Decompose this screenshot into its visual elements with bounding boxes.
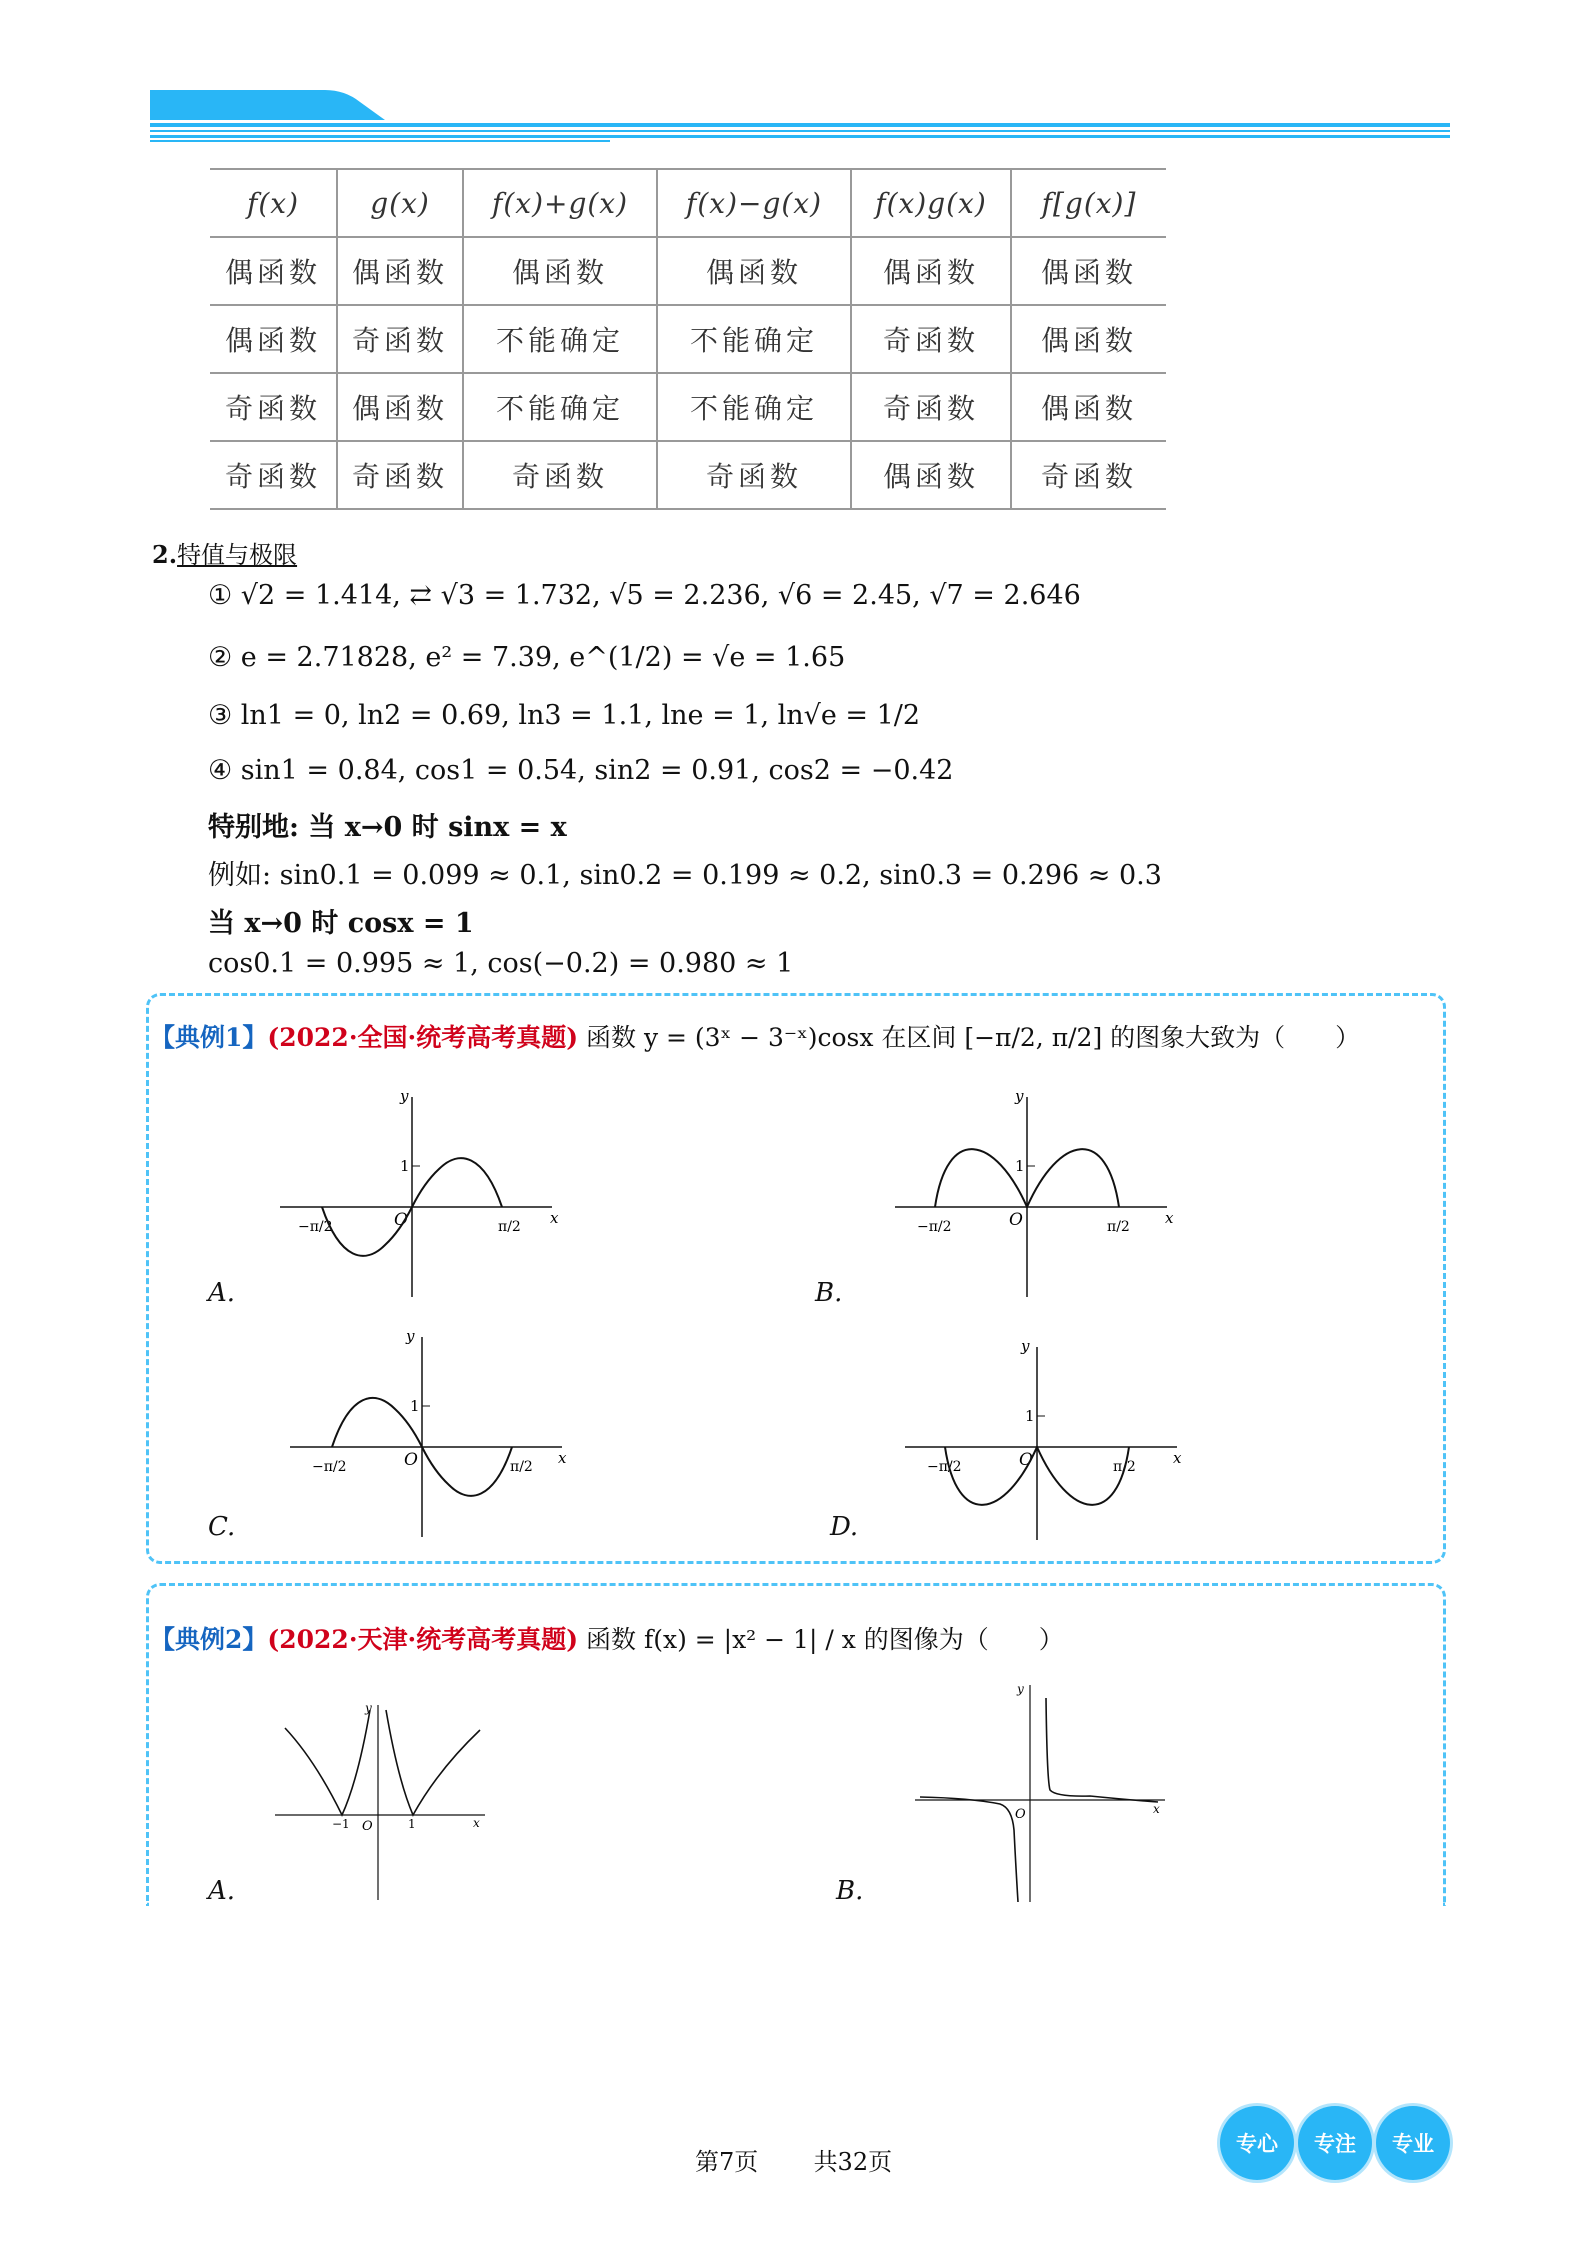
- table-row: [210, 237, 1166, 305]
- table-row: [210, 441, 1166, 509]
- table-cell: 不能确定: [463, 373, 657, 441]
- origin-label: O: [1019, 1450, 1033, 1470]
- table-header-cell: g(x): [337, 169, 463, 237]
- origin-label: O: [362, 1819, 373, 1834]
- option-a[interactable]: A.: [208, 1278, 236, 1308]
- origin-label: O: [1009, 1210, 1023, 1230]
- table-cell: 奇函数: [851, 373, 1011, 441]
- badge-zhuanzhu: 专注: [1298, 2106, 1372, 2180]
- tick-label-neg-half-pi: −π/2: [312, 1459, 347, 1475]
- table-cell: 不能确定: [657, 373, 851, 441]
- example1-question-line: [150, 1018, 1360, 1054]
- graph-1d: [895, 1335, 1195, 1550]
- table-cell: 偶函数: [851, 237, 1011, 305]
- page-footer: [695, 2142, 892, 2177]
- limit-sin-line: 特别地: 当 x→0 时 sinx = x: [208, 812, 567, 843]
- value-line-sqrt: ① √2 = 1.414, ⇄ √3 = 1.732, √5 = 2.236, √6 = 2.45, √7 = 2.646: [208, 580, 1081, 611]
- parity-table: [210, 168, 1166, 510]
- section-heading: [152, 535, 297, 570]
- y-axis-label: y: [406, 1327, 415, 1345]
- table-header-cell: f(x)−g(x): [657, 169, 851, 237]
- tick-label-1: 1: [1025, 1407, 1035, 1425]
- table-cell: 偶函数: [463, 237, 657, 305]
- tick-label-1: 1: [408, 1817, 416, 1831]
- table-cell: 偶函数: [1011, 373, 1166, 441]
- tick-label-half-pi: π/2: [1107, 1219, 1130, 1235]
- x-axis-label: x: [558, 1449, 567, 1467]
- table-cell: 偶函数: [210, 237, 337, 305]
- table-header-row: [210, 169, 1166, 237]
- brand-badges: [1220, 2106, 1450, 2180]
- table-cell: 奇函数: [851, 305, 1011, 373]
- y-axis-label: y: [1015, 1087, 1024, 1105]
- example1-source: (2022·全国·统考高考真题): [267, 1023, 579, 1052]
- header-bar: [150, 90, 1450, 142]
- table-cell: 偶函数: [337, 237, 463, 305]
- x-axis-label: x: [550, 1209, 559, 1227]
- tick-label-1: 1: [400, 1157, 410, 1175]
- value-line-e: ② e = 2.71828, e² = 7.39, e^(1/2) = √e = 1.65: [208, 642, 846, 673]
- example2-question: 函数 f(x) = |x² − 1| / x 的图像为（ ）: [586, 1625, 1064, 1654]
- table-cell: 奇函数: [210, 441, 337, 509]
- value-line-trig: ④ sin1 = 0.84, cos1 = 0.54, sin2 = 0.91, cos2 = −0.42: [208, 755, 954, 786]
- tick-label-half-pi: π/2: [498, 1219, 521, 1235]
- option-a[interactable]: A.: [208, 1876, 236, 1906]
- x-axis-label: x: [473, 1816, 480, 1830]
- example1-tag: 【典例1】: [150, 1023, 268, 1052]
- example1-question: 函数 y = (3ˣ − 3⁻ˣ)cosx 在区间 [−π/2, π/2] 的图象大致为（ ）: [586, 1023, 1361, 1052]
- option-d[interactable]: D.: [830, 1512, 859, 1542]
- page-total: 共32页: [813, 2148, 893, 2176]
- section-title: 特值与极限: [177, 541, 298, 569]
- table-header-cell: f(x)+g(x): [463, 169, 657, 237]
- table-cell: 偶函数: [851, 441, 1011, 509]
- table-row: [210, 305, 1166, 373]
- example2-question-line: [150, 1620, 1064, 1656]
- table-cell: 偶函数: [1011, 237, 1166, 305]
- table-header-cell: f(x): [210, 169, 337, 237]
- tick-label-1: 1: [410, 1397, 420, 1415]
- limit-cos-line: 当 x→0 时 cosx = 1: [208, 908, 474, 939]
- x-axis-label: x: [1173, 1449, 1182, 1467]
- graph-1c: [280, 1325, 580, 1550]
- table-cell: 不能确定: [657, 305, 851, 373]
- example2-tag: 【典例2】: [150, 1625, 268, 1654]
- table-cell: 奇函数: [210, 373, 337, 441]
- tick-label-neg-half-pi: −π/2: [927, 1459, 962, 1475]
- table-cell: 奇函数: [1011, 441, 1166, 509]
- tick-label-half-pi: π/2: [510, 1459, 533, 1475]
- table-header-cell: f(x)g(x): [851, 169, 1011, 237]
- y-axis-label: y: [1017, 1682, 1024, 1696]
- option-c[interactable]: C.: [208, 1512, 236, 1542]
- origin-label: O: [404, 1450, 418, 1470]
- option-b[interactable]: B.: [836, 1876, 864, 1906]
- graph-1a: [270, 1085, 570, 1310]
- tick-label-1: 1: [1015, 1157, 1025, 1175]
- x-axis-label: x: [1153, 1802, 1160, 1816]
- table-cell: 偶函数: [210, 305, 337, 373]
- table-cell: 奇函数: [337, 441, 463, 509]
- table-cell: 偶函数: [1011, 305, 1166, 373]
- table-cell: 偶函数: [657, 237, 851, 305]
- tick-label-neg-1: −1: [332, 1817, 350, 1831]
- badge-zhuanxin: 专心: [1220, 2106, 1294, 2180]
- origin-label: O: [1015, 1807, 1026, 1822]
- origin-label: O: [394, 1210, 408, 1230]
- graph-2a: [270, 1700, 500, 1905]
- graph-1b: [885, 1085, 1185, 1310]
- value-line-ln: ③ ln1 = 0, ln2 = 0.69, ln3 = 1.1, lne = 1, ln√e = 1/2: [208, 700, 921, 731]
- example2-source: (2022·天津·统考高考真题): [267, 1625, 579, 1654]
- tick-label-neg-half-pi: −π/2: [298, 1219, 333, 1235]
- tick-label-half-pi: π/2: [1113, 1459, 1136, 1475]
- tick-label-neg-half-pi: −π/2: [917, 1219, 952, 1235]
- y-axis-label: y: [365, 1701, 372, 1715]
- example-cos-line: cos0.1 = 0.995 ≈ 1, cos(−0.2) = 0.980 ≈ 1: [208, 948, 794, 979]
- table-cell: 不能确定: [463, 305, 657, 373]
- graph-2b: [910, 1680, 1180, 1905]
- option-b[interactable]: B.: [815, 1278, 843, 1308]
- table-header-cell: f[g(x)]: [1011, 169, 1166, 237]
- badge-zhuanye: 专业: [1376, 2106, 1450, 2180]
- page-number: 第7页: [695, 2148, 759, 2176]
- section-number: 2.: [152, 540, 178, 569]
- table-cell: 奇函数: [463, 441, 657, 509]
- example-sin-line: 例如: sin0.1 = 0.099 ≈ 0.1, sin0.2 = 0.199 ≈ 0.2, sin0.3 = 0.296 ≈ 0.3: [208, 860, 1162, 891]
- table-cell: 偶函数: [337, 373, 463, 441]
- y-axis-label: y: [400, 1087, 409, 1105]
- table-cell: 奇函数: [657, 441, 851, 509]
- x-axis-label: x: [1165, 1209, 1174, 1227]
- table-cell: 奇函数: [337, 305, 463, 373]
- table-row: [210, 373, 1166, 441]
- y-axis-label: y: [1021, 1337, 1030, 1355]
